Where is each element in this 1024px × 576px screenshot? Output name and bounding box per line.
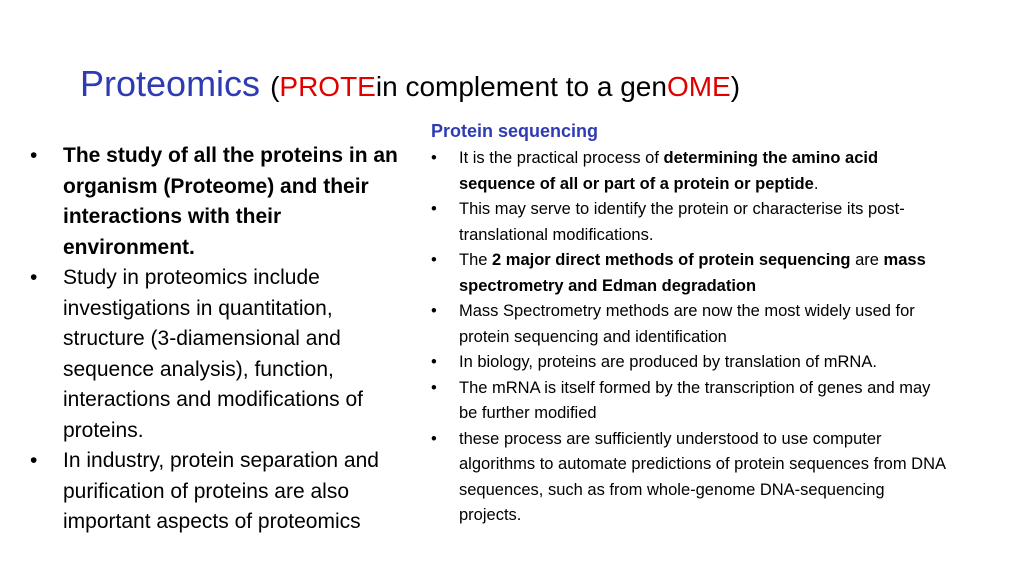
- right-item-bold: determining the amino acid sequence of all or part of a protein or peptide: [459, 149, 879, 193]
- title-open-paren: (: [270, 71, 280, 102]
- list-item: [30, 446, 400, 538]
- list-item: [431, 197, 951, 248]
- list-item: [30, 141, 400, 263]
- bullet-icon: •: [431, 353, 437, 371]
- title-main: Proteomics: [80, 63, 261, 104]
- slide-title: [80, 62, 740, 109]
- bullet-icon: •: [431, 429, 437, 448]
- title-ome: OME: [666, 71, 731, 102]
- right-item-text: are: [850, 251, 884, 269]
- bullet-icon: •: [431, 378, 437, 397]
- list-item: [431, 146, 951, 197]
- bullet-icon: •: [30, 266, 38, 289]
- right-item-text: In biology, proteins are produced by translation of mRNA.: [459, 353, 877, 371]
- right-item-text: It is the practical process of: [459, 149, 664, 167]
- right-item-text: .: [813, 174, 819, 193]
- bullet-icon: •: [30, 449, 38, 472]
- right-item-bold: mass spectrometry and Edman degradation: [459, 251, 926, 295]
- title-prote: PROTE: [279, 71, 376, 102]
- bullet-icon: •: [30, 144, 38, 167]
- title-middle: in complement to a gen: [375, 71, 667, 102]
- left-item-text: The study of all the proteins in an organism (Proteome) and their interactions with their environment.: [63, 144, 398, 259]
- bullet-icon: •: [431, 302, 437, 320]
- left-item-text: In industry, protein separation and purification of proteins are also important aspects of proteomics: [63, 449, 379, 533]
- right-item-text: The mRNA is itself formed by the transcription of genes and may be further modified: [459, 378, 931, 422]
- right-item-text: Mass Spectrometry methods are now the most widely used for protein sequencing and identification: [459, 302, 915, 346]
- title-close-paren: ): [730, 71, 741, 102]
- left-bullet-list: [30, 141, 400, 538]
- right-column: [431, 118, 951, 529]
- list-item: [431, 376, 951, 427]
- bullet-icon: •: [431, 200, 437, 218]
- list-item: [431, 427, 951, 529]
- right-item-text: This may serve to identify the protein or characterise its post-translational modifications.: [459, 200, 905, 244]
- bullet-icon: •: [431, 149, 437, 167]
- list-item: [431, 299, 951, 350]
- section-heading: Protein sequencing: [431, 121, 599, 141]
- right-item-text: The: [459, 251, 493, 269]
- list-item: [431, 248, 951, 299]
- bullet-icon: •: [431, 251, 437, 269]
- right-item-bold: 2 major direct methods of protein sequencing: [492, 251, 851, 269]
- left-item-text: Study in proteomics include investigations in quantitation, structure (3-diamensional and sequence analysis), function, interactions and modifications of proteins.: [63, 266, 363, 442]
- right-bullet-list: [431, 146, 951, 529]
- list-item: [431, 350, 951, 376]
- list-item: [30, 263, 400, 446]
- right-item-text: these process are sufficiently understood to use computer algorithms to automate predictions of protein sequences from DNA sequences, such as from whole-genome DNA-sequencing projects.: [459, 429, 946, 524]
